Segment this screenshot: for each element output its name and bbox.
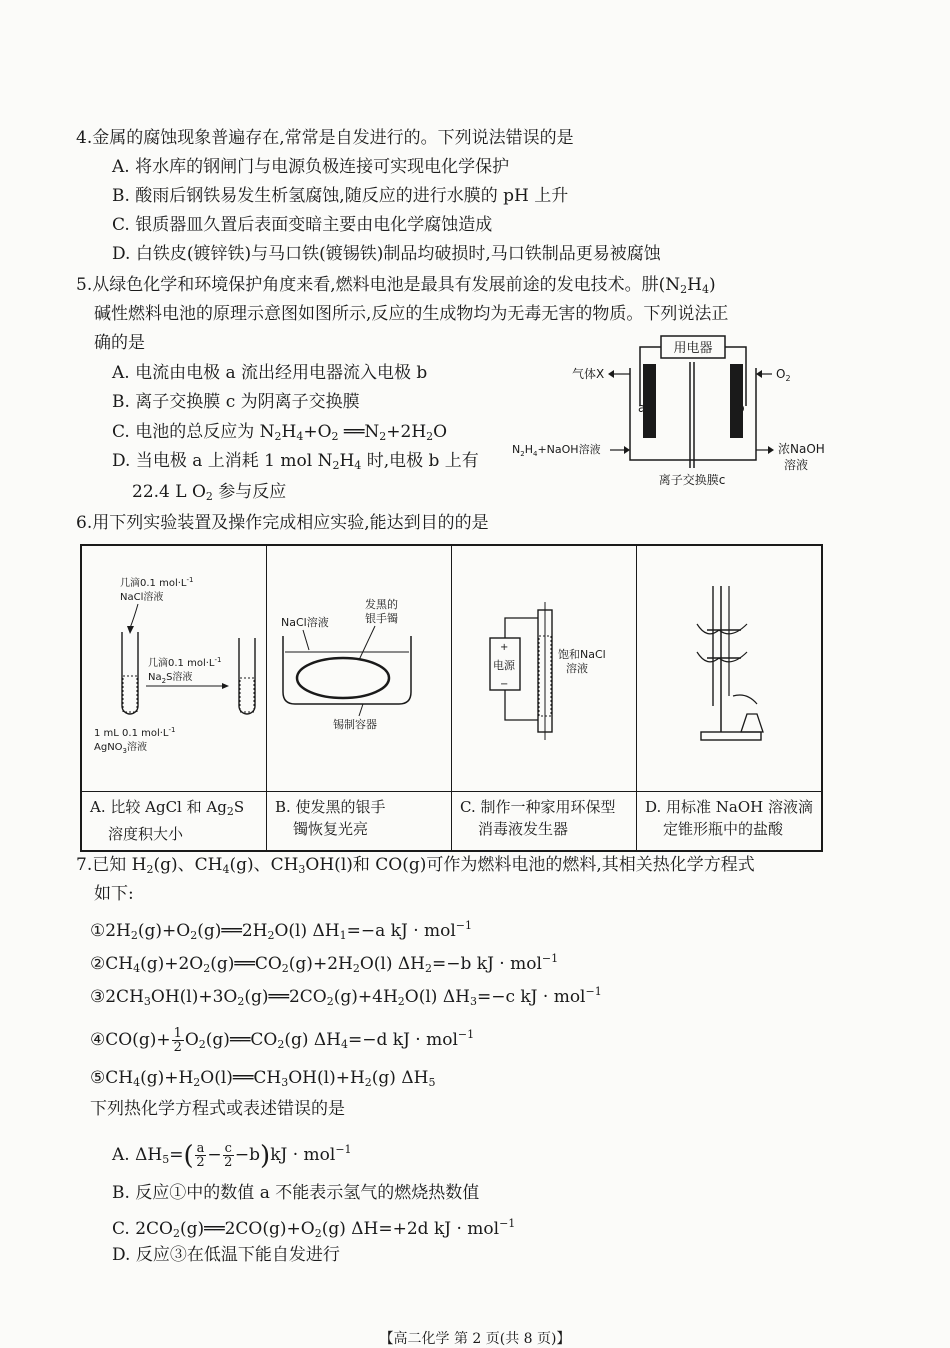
q5-stem-line3: 确的是 xyxy=(94,333,145,353)
equation-2: $②CH_4(g)+2O_2(g)══CO_2(g)+2H_2O(l)$ $\Delta H_2=-b$ kJ · mol$^{-1}$ xyxy=(90,952,559,975)
figure-c-drawing xyxy=(452,546,636,786)
fig-a-drop1-label-2: NaCl溶液 xyxy=(120,592,164,603)
fig-a-drop1-label: 几滴0.1 $mol\cdot L^{-1}$ xyxy=(120,576,194,589)
q6-figure-b xyxy=(267,545,452,792)
fig-c-sat-label-1: 饱和NaCl xyxy=(558,648,606,661)
q6-caption-b: B. 使发黑的银手 镯恢复光亮 xyxy=(267,792,452,852)
arrow-head xyxy=(768,446,774,454)
q7-stem-line2: 如下: xyxy=(94,884,134,904)
electrode-b-label: b xyxy=(737,401,745,415)
q6-figure-c xyxy=(452,545,637,792)
q7-option-c: C. $2CO_2(g)══2CO(g)+O_2(g)$ ΔH=+2d kJ · mol$^{-1}$ xyxy=(112,1217,516,1240)
q4-option-b: B. 酸雨后钢铁易发生析氢腐蚀,随反应的进行水膜的 pH 上升 xyxy=(112,186,569,206)
q7-ask: 下列热化学方程式或表述错误的是 xyxy=(90,1099,345,1119)
outlet-label-1: 浓NaOH xyxy=(778,442,825,456)
equation-3: $③2CH_3OH(l)+3O_2(g)══2CO_2(g)+4H_2O(l)$ $\Delta H_3=-c$ kJ · mol$^{-1}$ xyxy=(90,985,602,1008)
electrode-a-label: a xyxy=(638,401,646,415)
equation-4: ④CO(g)+ $\frac{1}{2}$ $O_2(g)══CO_2(g)$ $\Delta H_4=-d$ kJ · mol$^{-1}$ xyxy=(90,1026,475,1055)
arrow-head xyxy=(756,370,762,378)
q5-stem-line2: 碱性燃料电池的原理示意图如图所示,反应的生成物均为无毒无害的物质。下列说法正 xyxy=(94,304,729,324)
q6-figure-d xyxy=(637,545,823,792)
inlet-label: $N_2H_4+NaOH$溶液 xyxy=(512,443,601,458)
q5-option-d-cont: 22.4 L $O_2$ 参与反应 xyxy=(132,482,287,503)
conical-flask xyxy=(741,714,763,732)
test-tube-right xyxy=(239,638,255,714)
figure-a-drawing xyxy=(82,546,266,786)
nacl-pointer xyxy=(303,630,309,650)
hand xyxy=(733,695,757,704)
fuel-cell-diagram xyxy=(510,332,840,494)
clamp-jaw xyxy=(697,624,747,634)
test-tube-left xyxy=(122,632,138,714)
drop1-arrow xyxy=(130,604,138,628)
q4-stem: 4.金属的腐蚀现象普遍存在,常常是自发进行的。下列说法错误的是 xyxy=(76,128,574,148)
q7-option-b: B. 反应①中的数值 a 不能表示氢气的燃烧热数值 xyxy=(112,1183,480,1203)
equation-5: $⑤CH_4(g)+H_2O(l)══CH_3OH(l)+H_2(g)$ $\Delta H_5$ xyxy=(90,1068,436,1089)
fig-a-drop2-label: 几滴0.1 $mol\cdot L^{-1}$ xyxy=(148,656,222,669)
q4-option-a: A. 将水库的钢闸门与电源负极连接可实现电化学保护 xyxy=(112,157,510,177)
plus-terminal: + xyxy=(500,642,509,653)
q4-option-c: C. 银质器皿久置后表面变暗主要由电化学腐蚀造成 xyxy=(112,215,493,235)
fig-b-bracelet-label-1: 发黑的 xyxy=(365,598,398,611)
fig-a-agno3-label: 1 mL 0.1 $mol\cdot L^{-1}$ xyxy=(94,726,176,739)
fig-b-nacl-label: NaCl溶液 xyxy=(281,616,329,629)
q5-option-a: A. 电流由电极 a 流出经用电器流入电极 b xyxy=(112,363,428,383)
fraction-half: $\frac{1}{2}$ xyxy=(173,1026,182,1055)
clamp-jaw xyxy=(697,652,747,662)
arrow-head xyxy=(222,683,229,689)
o2-label: $O_2$ xyxy=(776,367,791,383)
q6-caption-a: A. 比较 AgCl 和 $Ag_2S$ 溶度积大小 xyxy=(81,792,267,852)
outlet-label-2: 溶液 xyxy=(784,458,809,472)
stand-base xyxy=(701,732,761,740)
fig-a-drop2-label-2: $Na_2S$溶液 xyxy=(148,672,193,685)
minus-terminal: − xyxy=(500,679,509,690)
container-pointer xyxy=(359,704,363,716)
fig-a-agno3-label-2: AgNO$_3$溶液 xyxy=(94,742,148,755)
arrow-head xyxy=(127,626,134,634)
figure-b-drawing xyxy=(267,546,451,786)
q5-stem-line1: 5.从绿色化学和环境保护角度来看,燃料电池是最具有发展前途的发电技术。肼$(N_2H_4)$ xyxy=(76,275,716,296)
arrow-head xyxy=(608,370,614,378)
solution-right xyxy=(240,678,254,712)
q6-caption-d: D. 用标准 NaOH 溶液滴 定锥形瓶中的盐酸 xyxy=(637,792,823,852)
device-label: 用电器 xyxy=(673,341,713,356)
bracelet-pointer xyxy=(359,626,375,660)
q4-option-d: D. 白铁皮(镀锌铁)与马口铁(镀锡铁)制品均破损时,马口铁制品更易被腐蚀 xyxy=(112,244,661,264)
q7-option-d: D. 反应③在低温下能自发进行 xyxy=(112,1245,340,1265)
q5-option-d: D. 当电极 a 上消耗 1 mol $N_2H_4$ 时,电极 b 上有 xyxy=(112,451,479,472)
arrow-head xyxy=(624,446,630,454)
page-footer: 【高二化学 第 2 页(共 8 页)】 xyxy=(379,1331,571,1347)
q6-figure-a xyxy=(81,545,267,792)
q5-option-c: C. 电池的总反应为 $N_2H_4+O_2$ $══N_2+2H_2O$ xyxy=(112,422,448,443)
q6-stem: 6.用下列实验装置及操作完成相应实验,能达到目的的是 xyxy=(76,513,489,533)
q6-experiment-table xyxy=(80,544,823,852)
membrane-label: 离子交换膜c xyxy=(658,473,726,487)
figure-d-drawing xyxy=(637,546,821,786)
wire-top xyxy=(505,618,538,638)
q7-stem-line1: 7.已知 $H_2(g)$、$CH_4(g)$、$CH_3OH(l)$和 CO(g)可作为燃料电池的燃料,其相关热化学方程式 xyxy=(76,855,755,876)
q5-option-b: B. 离子交换膜 c 为阴离子交换膜 xyxy=(112,392,360,412)
gas-x-label: 气体X xyxy=(572,367,605,381)
fig-c-sat-label-2: 溶液 xyxy=(566,662,588,675)
q7-option-a: A. $\Delta H_5=$( $\frac{a}{2}$ − $\frac{c}{2}$ −b)kJ · mol$^{-1}$ xyxy=(112,1141,352,1171)
solution-left xyxy=(123,676,137,712)
wire-bottom xyxy=(505,690,538,720)
power-label: 电源 xyxy=(493,659,515,672)
fig-b-bracelet-label-2: 银手镯 xyxy=(365,612,398,625)
silver-bracelet xyxy=(297,658,389,698)
fig-b-container-label: 锡制容器 xyxy=(333,718,377,731)
q6-caption-c: C. 制作一种家用环保型 消毒液发生器 xyxy=(452,792,637,852)
equation-1: $①2H_2(g)+O_2(g)══2H_2O(l)$ $\Delta H_1=-a$ kJ · mol$^{-1}$ xyxy=(90,919,473,942)
